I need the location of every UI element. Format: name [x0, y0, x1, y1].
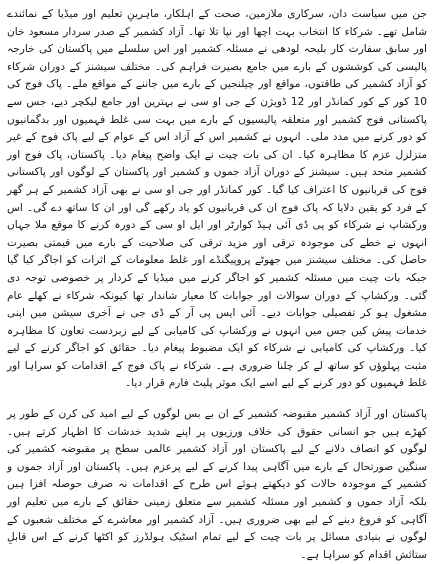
paragraph-spacer: [7, 393, 427, 406]
article-paragraph-1: جن میں سیاست دان، سرکاری ملازمین، صحت کے اہلکار، ماہرینِ تعلیم اور میڈیا کے نمائندے شامل تھے۔ شرکاء کا انتخاب بہت اچھا اور نپا تلا تھا۔ آزاد کشمیر کے صدر سردار مسعود خان اور سابق سفارت کار بلیحہ لودھی نے مسئلہ کشمیر اور اس سلسلے میں پاکستان کی خارجہ پالیسی کی کوششوں کے بارے میں جامع بصیرت فراہم کی۔ مختلف سیشنز کے دوران شرکاء کو آزاد کشمیر کی طاقتوں، مواقع اور چیلنجیں کے بارے میں جاننے کے مواقع ملے۔ پاک فوج کی 10 کور کے کور کمانڈر اور 12 ڈویژن کے جی او سی نے بہترین اور جامع لیکچر دیے، جس سے پاکستانی فوج کشمیر اور متعلقہ پالیسیوں کے بارے میں بہت سی غلط فہمیوں اور بدگمانیوں کو دور کرنے میں مدد ملی۔ انہوں نے کشمیر اس کے آزاد اس کے عوام کے لیے پاک فوج کے غیر متزلزل عزم کا مظاہرہ کیا۔ ان کی بات چیت نے ایک واضح پیغام دیا۔ پاکستان، پاک فوج اور کشمیر متحد ہیں۔ سیشنز کے دوران آزاد جموں و کشمیر اور پاکستان کے لوگوں اور پاکستانی فوج کی قربانیوں کا اعتراف کیا گیا۔ کور کمانڈر اور جی او سی نے بھی آزاد کشمیر کے ہر گھر کے فرد کو یقین دلایا کہ پاک فوج ان کی قربانیوں کو یاد رکھے گی اور ان کا ساتھ دے گی۔ اس ورکشاپ نے شرکاء کو پی ڈی آئی ہیڈ کوارٹر اور ایل او سی کے دورہ کرنے کا موقع ملا جہاں انہوں نے خطے کی موجودہ ترقی اور مزید ترقی کی صلاحیت کے بارے میں قیمتی بصیرت حاصل کی۔ مختلف سیشنز میں جھوٹے پروپیگنڈے اور غلط معلومات کے اثرات کو اجاگر کیا گیا جبکہ بات چیت میں مسئلہ کشمیر کو اجاگر کرنے میں میڈیا کے کردار پر خصوصی توجہ دی گئی۔ ورکشاپ کے دوران سوالات اور جوابات کا معیار شاندار تھا کیونکہ شرکاء نے کھلے عام مشغول ہو کر تفصیلی جوابات دیے۔ آئی ایس پی آر کے ڈی جی نے آخری سیشن میں اپنی خدمات پیش کیں جس میں انہوں نے ورکشاپ کی کامیابی کے لیے زبردست تعاون کا مظاہرہ کیا۔ ورکشاپ کی کامیابی نے شرکاء کو ایک مضبوط پیغام دیا۔ حقائق کو اجاگر کرنے کے لیے مثبت پہلوؤں کو ساتھ لے کر چلنا ضروری ہے۔ شرکاء نے پاک فوج کے اقدامات کو سراہا اور غلط فہمیوں کو دور کرنے کے لیے اسے ایک موثر پلیٹ فارم قرار دیا۔: [7, 8, 427, 390]
article-paragraph-2: پاکستان اور آزاد کشمیر مقبوضہ کشمیر کے ان بے بس لوگوں کے لیے امید کی کرن کے طور پر کھڑے ہیں جو انسانی حقوق کی خلاف ورزیوں پر اپنے شدید خدشات کا اظہار کرتے ہیں۔ لوگوں کو انصاف دلانے کے لیے پاکستان اور آزاد کشمیر عالمی سطح پر مقبوضہ کشمیر کی سنگین صورتحال کے بارے میں آگاہی پیدا کرنے کے لیے پرعزم ہیں۔ پاکستان اور آزاد جموں و کشمیر کے موجودہ حالات کو دیکھتے ہوئے اس طرح کے اقدامات نہ صرف حوصلہ افزا ہیں بلکہ آزاد جموں و کشمیر اور مسئلہ کشمیر سے متعلق زمینی حقائق کے بارے میں تعلیم اور آگاہی کو فروغ دینے کے لیے بھی ضروری ہیں۔ آزاد کشمیر اور معاشرے کے مختلف شعبوں کے لوگوں نے بنیادی مسائل پر بات چیت کے لیے تمام اسٹیک ہولڈرز کو اکٹھا کرنے کے اس قابلِ ستائش اقدام کو سراہا ہے۔: [7, 408, 427, 561]
